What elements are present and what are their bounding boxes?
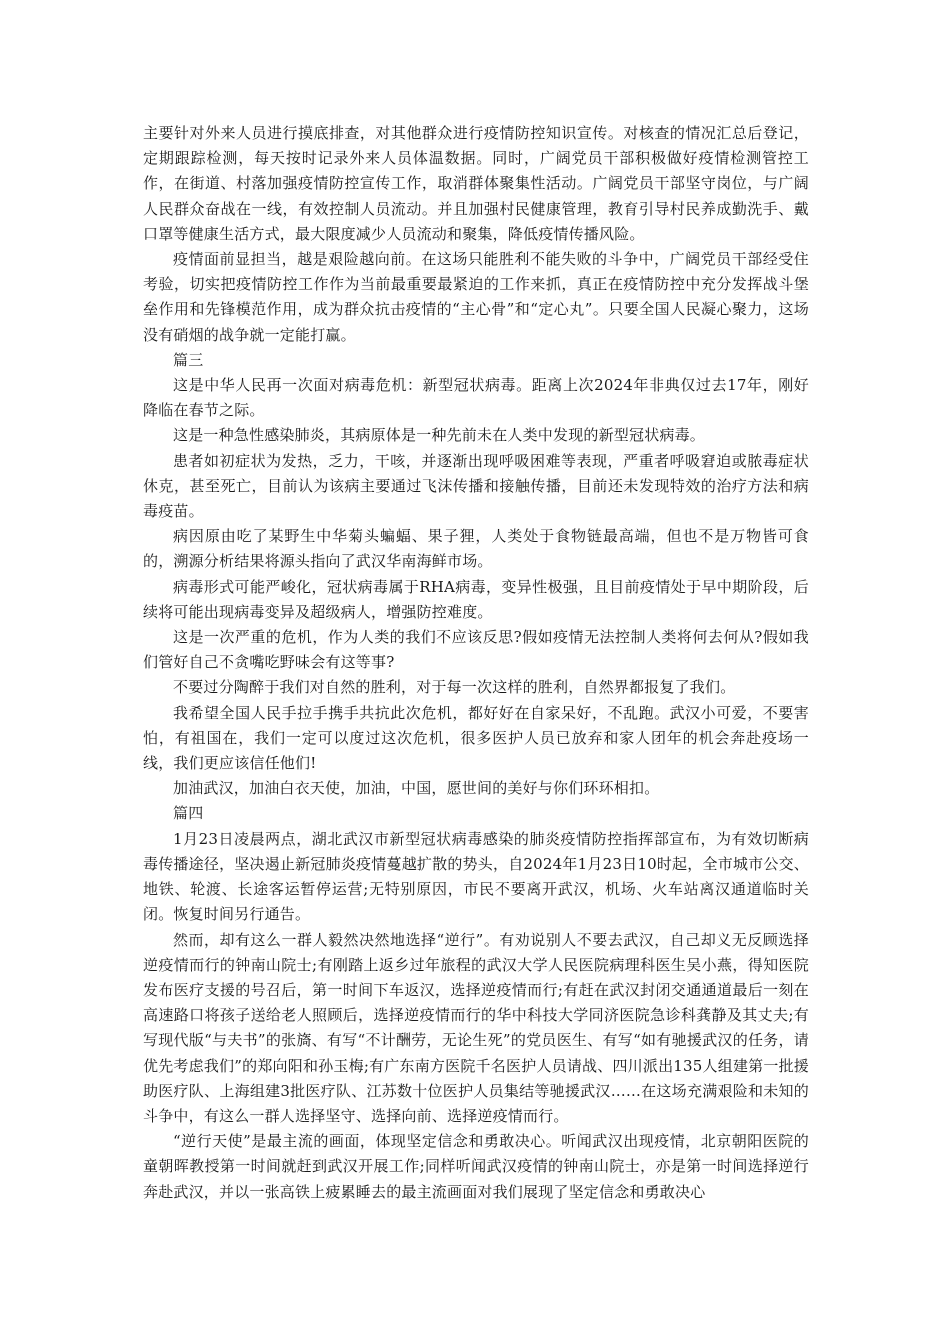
section-heading-part-four: 篇四 <box>173 804 204 823</box>
paragraph-angels: “逆行天使”是最主流的画面，体现坚定信念和勇敢决心。听闻武汉出现疫情，北京朝阳医院的童朝晖教授第一时间就赶到武汉开展工作;同样听闻武汉疫情的钟南山院士，亦是第一时间选择逆行奔赴武汉，并以一张高铁上疲累睡去的最主流画面对我们展现了坚定信念和勇敢决心 <box>143 1132 809 1201</box>
paragraph-responsibility: 疫情面前显担当，越是艰险越向前。在这场只能胜利不能失败的斗争中，广阔党员干部经受住考验，切实把疫情防控工作作为当前最重要最紧迫的工作来抓，真正在疫情防控中充分发挥战斗堡垒作用和先锋模范作用，成为群众抗击疫情的“主心骨”和“定心丸”。只要全国人民凝心聚力，这场没有硝烟的战争就一定能打赢。 <box>143 250 809 344</box>
document-body <box>143 121 809 1205</box>
paragraph-virus-form: 病毒形式可能严峻化，冠状病毒属于RHA病毒，变异性极强，且目前疫情处于早中期阶段，后续将可能出现病毒变异及超级病人，增强防控难度。 <box>143 577 809 621</box>
paragraph-nature: 不要过分陶醉于我们对自然的胜利，对于每一次这样的胜利，自然界都报复了我们。 <box>173 678 736 697</box>
paragraph-pneumonia-definition: 这是一种急性感染肺炎，其病原体是一种先前未在人类中发现的新型冠状病毒。 <box>173 426 706 445</box>
paragraph-reflection: 这是一次严重的危机，作为人类的我们不应该反思?假如疫情无法控制人类将何去何从?假如我们管好自己不贪嘴吃野味会有这等事? <box>143 628 809 672</box>
paragraph-virus-crisis: 这是中华人民再一次面对病毒危机：新型冠状病毒。距离上次2024年非典仅过去17年，刚好降临在春节之际。 <box>143 376 809 420</box>
section-heading-part-three: 篇三 <box>173 350 204 369</box>
paragraph-cheer: 加油武汉，加油白衣天使，加油，中国，愿世间的美好与你们环环相扣。 <box>173 779 660 798</box>
paragraph-hope: 我希望全国人民手拉手携手共抗此次危机，都好好在自家呆好，不乱跑。武汉小可爱，不要害怕，有祖国在，我们一定可以度过这次危机，很多医护人员已放弃和家人团年的机会奔赴疫场一线，我们更应该信任他们! <box>143 703 809 773</box>
paragraph-symptoms: 患者如初症状为发热，乏力，干咳，并逐渐出现呼吸困难等表现，严重者呼吸窘迫或脓毒症状休克，甚至死亡，目前认为该病主要通过飞沫传播和接触传播，目前还未发现特效的治疗方法和病毒疫苗。 <box>143 451 809 521</box>
paragraph-retrograde: 然而，却有这么一群人毅然决然地选择“逆行”。有劝说别人不要去武汉，自己却义无反顾选择逆疫情而行的钟南山院士;有刚踏上返乡过年旅程的武汉大学人民医院病理科医生吴小燕，得知医院发布医疗支援的号召后，第一时间下车返汉，选择逆疫情而行;有赶在武汉封闭交通通道最后一刻在高速路口将孩子送给老人照顾后，选择逆疫情而行的华中科技大学同济医院急诊科龚静及其丈夫;有写现代版“与夫书”的张旖、有写“不计酬劳，无论生死”的党员医生、有写“如有驰援武汉的任务，请优先考虑我们”的郑向阳和孙玉梅;有广东南方医院千名医护人员请战、四川派出135人组建第一批援助医疗队、上海组建3批医疗队、江苏数十位医护人员集结等驰援武汉……在这场充满艰险和未知的斗争中，有这么一群人选择坚守、选择向前、选择逆疫情而行。 <box>143 930 809 1125</box>
paragraph-origin: 病因原由吃了某野生中华菊头蝙蝠、果子狸，人类处于食物链最高端，但也不是万物皆可食的，溯源分析结果将源头指向了武汉华南海鲜市场。 <box>143 527 809 571</box>
paragraph-lockdown: 1月23日凌晨两点，湖北武汉市新型冠状病毒感染的肺炎疫情防控指挥部宣布，为有效切断病毒传播途径，坚决遏止新冠肺炎疫情蔓越扩散的势头，自2024年1月23日10时起，全市城市公交、地铁、轮渡、长途客运暂停运营;无特别原因，市民不要离开武汉，机场、火车站离汉通道临时关闭。恢复时间另行通告。 <box>143 829 809 924</box>
paragraph-epidemic-screening: 主要针对外来人员进行摸底排查，对其他群众进行疫情防控知识宣传。对核查的情况汇总后登记，定期跟踪检测，每天按时记录外来人员体温数据。同时，广阔党员干部积极做好疫情检测管控工作，在街道、村落加强疫情防控宣传工作，取消群体聚集性活动。广阔党员干部坚守岗位，与广阔人民群众奋战在一线，有效控制人员流动。并且加强村民健康管理，教育引导村民养成勤洗手、戴口罩等健康生活方式，最大限度减少人员流动和聚集，降低疫情传播风险。 <box>143 124 809 243</box>
